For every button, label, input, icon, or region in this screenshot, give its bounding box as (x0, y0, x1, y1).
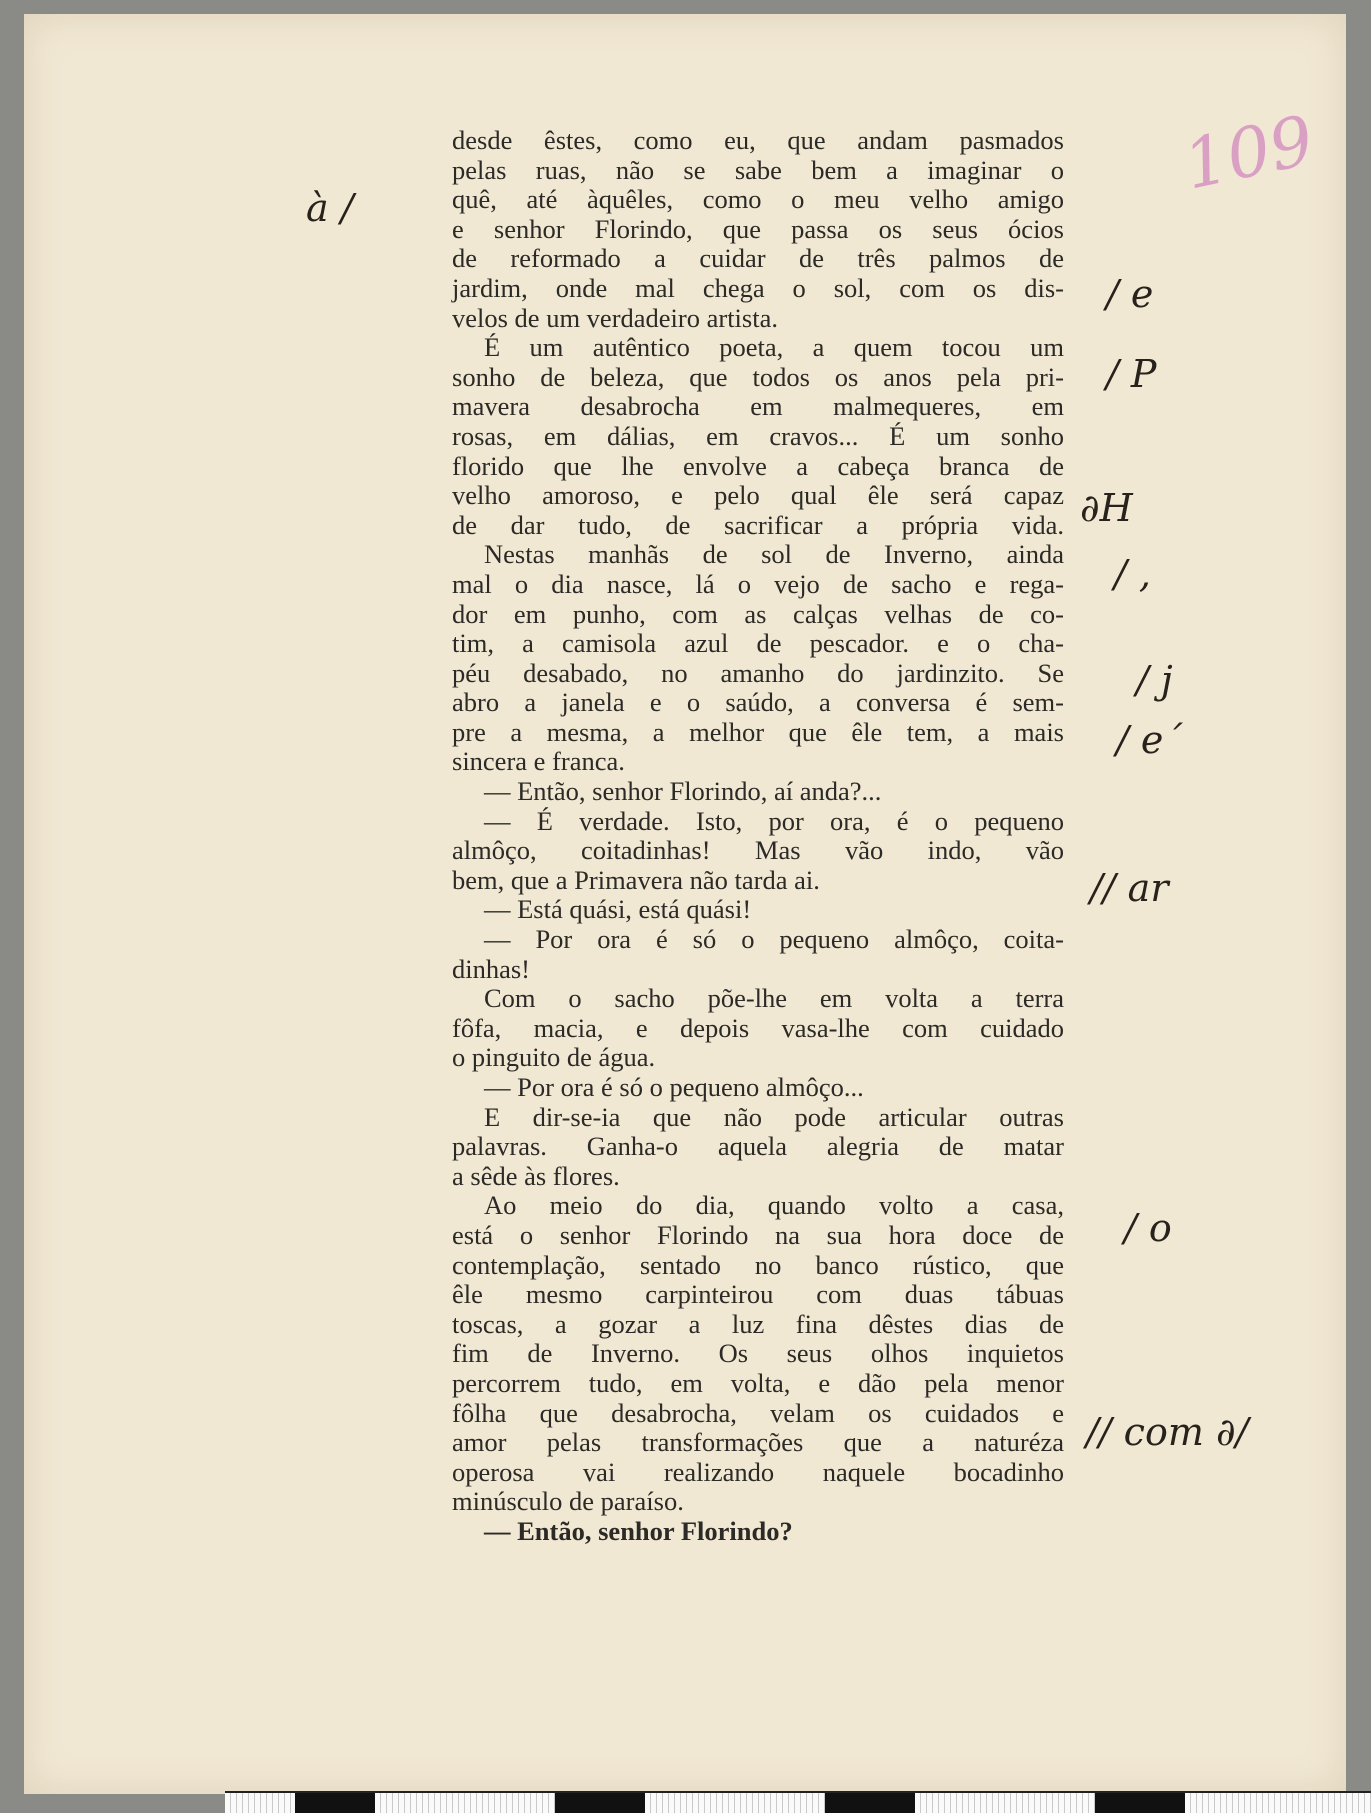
margin-note: à / (306, 186, 354, 230)
text-line: sincera e franca. (452, 746, 625, 777)
text-line: operosa vai realizando naquele bocadinho (452, 1456, 1064, 1487)
text-line: bem, que a Primavera não tarda ai. (452, 864, 820, 895)
text-line: florido que lhe envolve a cabeça branca de (452, 450, 1064, 481)
text-line: dor em punho, com as calças velhas de co- (452, 598, 1064, 629)
text-line: de dar tudo, de sacrificar a própria vida. (452, 509, 1064, 540)
margin-note: / e (1106, 272, 1154, 316)
text-line: minúsculo de paraíso. (452, 1486, 684, 1517)
text-line: É um autêntico poeta, a quem tocou um (484, 332, 1064, 363)
text-line: dinhas! (452, 953, 531, 984)
body-text (452, 126, 1064, 1547)
text-line: de reformado a cuidar de três palmos de (452, 243, 1064, 274)
text-line: está o senhor Florindo na sua hora doce de (452, 1219, 1064, 1250)
scale-ruler (225, 1791, 1371, 1813)
text-line: — Então, senhor Florindo, aí anda?... (484, 776, 882, 807)
ruler-segment (825, 1793, 915, 1813)
text-line: quê, até àquêles, como o meu velho amigo (452, 184, 1064, 215)
margin-note: / , (1114, 552, 1151, 596)
margin-note: // com ∂/ (1086, 1410, 1249, 1454)
text-line: e senhor Florindo, que passa os seus ócios (452, 213, 1064, 244)
ruler-segment (295, 1793, 375, 1813)
text-line: palavras. Ganha-o aquela alegria de matar (452, 1131, 1064, 1162)
text-line: Nestas manhãs de sol de Inverno, ainda (484, 539, 1064, 570)
document-page (24, 14, 1346, 1794)
text-line: pre a mesma, a melhor que êle tem, a mais (452, 716, 1064, 747)
margin-note: / e´ (1116, 718, 1183, 762)
text-line: toscas, a gozar a luz fina dêstes dias de (452, 1308, 1064, 1339)
text-line: — É verdade. Isto, por ora, é o pequeno (484, 805, 1064, 836)
text-line: velho amoroso, e pelo qual êle será capaz (452, 480, 1064, 511)
text-line: — Está quási, está quási! (484, 894, 752, 925)
ruler-segment (1095, 1793, 1185, 1813)
text-line: almôço, coitadinhas! Mas vão indo, vão (452, 835, 1064, 866)
text-line: velos de um verdadeiro artista. (452, 302, 778, 333)
text-line: percorrem tudo, em volta, e dão pela menor (452, 1367, 1064, 1398)
margin-note: // ar (1090, 866, 1169, 910)
text-line: tim, a camisola azul de pescador. e o cha- (452, 628, 1064, 659)
text-line: sonho de beleza, que todos os anos pela pri- (452, 361, 1064, 392)
text-line: o pinguito de água. (452, 1042, 656, 1073)
text-line: mavera desabrocha em malmequeres, em (452, 391, 1064, 422)
text-line: Com o sacho põe-lhe em volta a terra (484, 983, 1064, 1014)
margin-note: / j (1136, 658, 1173, 702)
text-line: contemplação, sentado no banco rústico, que (452, 1249, 1064, 1280)
folio-number: 109 (1177, 101, 1321, 206)
text-line: êle mesmo carpinteirou com duas tábuas (452, 1279, 1064, 1310)
text-line: fim de Inverno. Os seus olhos inquietos (452, 1338, 1064, 1369)
text-line: desde êstes, como eu, que andam pasmados (452, 125, 1064, 155)
text-line: mal o dia nasce, lá o vejo de sacho e rega- (452, 568, 1064, 599)
text-line: péu desabado, no amanho do jardinzito. Se (452, 657, 1064, 688)
margin-note: / P (1106, 352, 1157, 396)
text-line: jardim, onde mal chega o sol, com os dis- (452, 272, 1064, 303)
margin-note: ∂H (1080, 486, 1133, 530)
text-line: — Então, senhor Florindo? (484, 1515, 793, 1546)
margin-note: / o (1124, 1206, 1172, 1250)
text-line: a sêde às flores. (452, 1160, 620, 1191)
text-line: E dir-se-ia que não pode articular outras (484, 1101, 1064, 1132)
text-line: pelas ruas, não se sabe bem a imaginar o (452, 154, 1064, 185)
text-line: — Por ora é só o pequeno almôço, coita- (484, 924, 1064, 955)
text-line: abro a janela e o saúdo, a conversa é sem- (452, 687, 1064, 718)
ruler-segment (555, 1793, 645, 1813)
text-line: Ao meio do dia, quando volto a casa, (484, 1190, 1064, 1221)
text-line: fôlha que desabrocha, velam os cuidados e (452, 1397, 1064, 1428)
text-line: amor pelas transformações que a naturéza (452, 1427, 1064, 1458)
text-line: fôfa, macia, e depois vasa-lhe com cuidado (452, 1012, 1064, 1043)
text-line: rosas, em dálias, em cravos... É um sonho (452, 420, 1064, 451)
text-line: — Por ora é só o pequeno almôço... (484, 1072, 864, 1102)
